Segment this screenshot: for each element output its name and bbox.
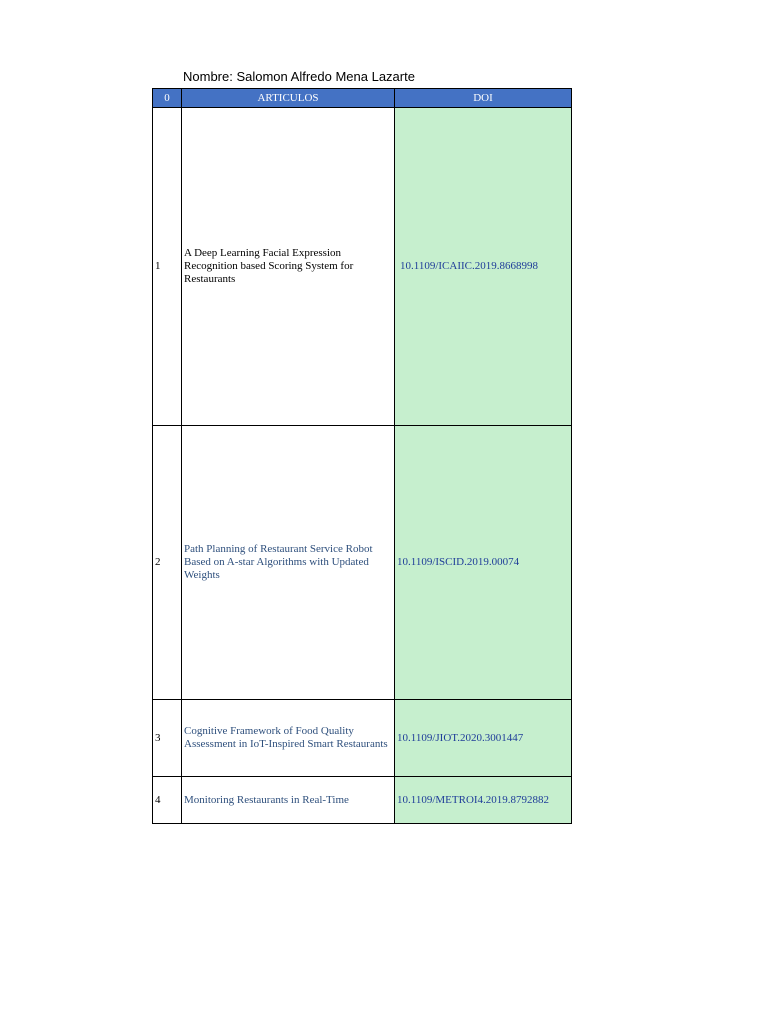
- article-doi[interactable]: 10.1109/JIOT.2020.3001447: [395, 700, 572, 777]
- table-row: [153, 700, 572, 777]
- article-doi[interactable]: 10.1109/METROI4.2019.8792882: [395, 777, 572, 824]
- article-doi[interactable]: 10.1109/ICAIIC.2019.8668998: [395, 108, 572, 426]
- column-header-doi: DOI: [395, 89, 572, 108]
- row-number: 1: [153, 108, 182, 426]
- row-number: 3: [153, 700, 182, 777]
- article-title: Monitoring Restaurants in Real-Time: [182, 777, 395, 824]
- row-number: 4: [153, 777, 182, 824]
- article-title: A Deep Learning Facial Expression Recognition based Scoring System for Restaurants: [182, 108, 395, 426]
- column-header-number: 0: [153, 89, 182, 108]
- table-row: [153, 777, 572, 824]
- table-row: [153, 108, 572, 426]
- articles-table: [152, 88, 572, 824]
- article-title: Cognitive Framework of Food Quality Assessment in IoT-Inspired Smart Restaurants: [182, 700, 395, 777]
- table-row: [153, 426, 572, 700]
- table-header-row: [153, 89, 572, 108]
- page-title: Nombre: Salomon Alfredo Mena Lazarte: [183, 69, 415, 84]
- article-title: Path Planning of Restaurant Service Robot Based on A-star Algorithms with Updated Weights: [182, 426, 395, 700]
- article-doi[interactable]: 10.1109/ISCID.2019.00074: [395, 426, 572, 700]
- column-header-articles: ARTICULOS: [182, 89, 395, 108]
- row-number: 2: [153, 426, 182, 700]
